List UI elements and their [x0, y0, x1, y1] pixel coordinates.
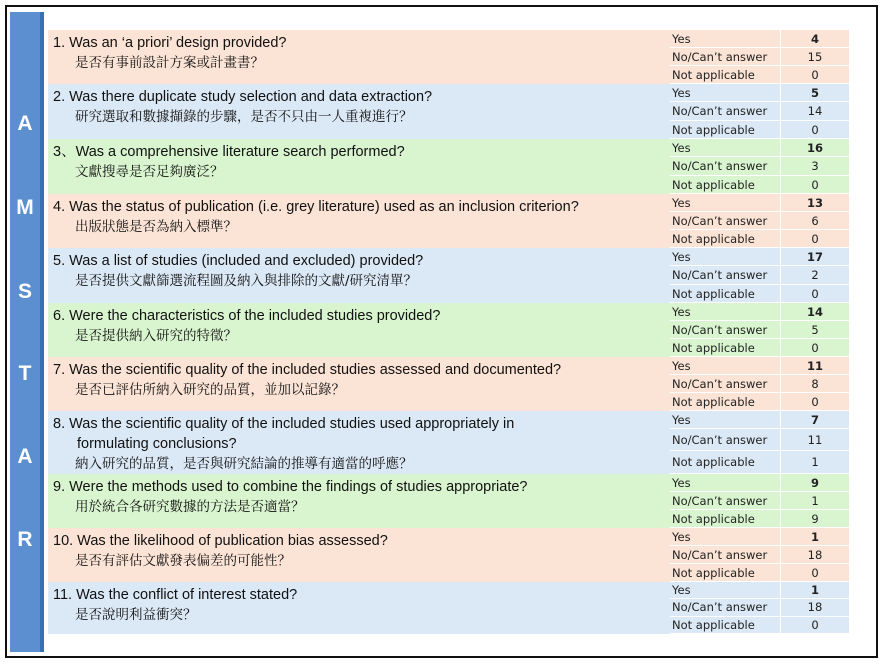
answer-label-na: Not applicable	[670, 451, 780, 474]
question-english: 1. Was an ‘a priori’ design provided?	[53, 35, 287, 51]
answer-label-na: Not applicable	[670, 285, 780, 303]
answer-count-yes: 7	[781, 411, 849, 429]
question-row	[48, 528, 670, 582]
question-english: 5. Was a list of studies (included and excluded) provided?	[53, 253, 424, 269]
answer-count-no: 2	[781, 266, 849, 284]
question-chinese: 是否有事前設計方案或計畫書？	[75, 55, 264, 71]
answer-count-no: 3	[781, 157, 849, 175]
answer-count-na: 0	[781, 617, 849, 634]
answer-label-no: No/Can’t answer	[670, 546, 780, 564]
question-text	[53, 251, 423, 291]
answer-count-no: 1	[781, 492, 849, 510]
question-row	[48, 139, 670, 194]
question-text	[53, 360, 561, 400]
answer-label-na: Not applicable	[670, 617, 780, 634]
question-row	[48, 411, 670, 474]
answer-count-no: 15	[781, 48, 849, 66]
question-row	[48, 194, 670, 248]
question-row	[48, 303, 670, 357]
answer-count-na: 9	[781, 510, 849, 528]
answer-count-yes: 11	[781, 357, 849, 375]
answer-label-na: Not applicable	[670, 564, 780, 582]
answer-label-no: No/Can’t answer	[670, 321, 780, 339]
sidebar-letter: T	[18, 362, 32, 385]
answer-count-no: 14	[781, 102, 849, 120]
question-text	[53, 477, 528, 517]
answer-label-yes: Yes	[670, 411, 780, 429]
sidebar-letter: M	[16, 196, 34, 219]
answer-count-yes: 1	[781, 528, 849, 546]
answer-count-na: 0	[781, 393, 849, 411]
answer-label-yes: Yes	[670, 528, 780, 546]
question-chinese: 研究選取和數據擷錄的步驟，是否不只由一人重複進行？	[75, 109, 413, 125]
question-english: 4. Was the status of publication (i.e. grey literature) used as an inclusion criterion?	[53, 199, 579, 215]
question-chinese: 是否已評估所納入研究的品質，並加以記錄？	[75, 382, 345, 398]
sidebar-letter: A	[17, 112, 33, 135]
answer-label-yes: Yes	[670, 357, 780, 375]
answer-label-no: No/Can’t answer	[670, 429, 780, 451]
answer-label-na: Not applicable	[670, 121, 780, 139]
answer-label-no: No/Can’t answer	[670, 492, 780, 510]
answer-label-yes: Yes	[670, 30, 780, 48]
question-chinese: 用於統合各研究數據的方法是否適當？	[75, 499, 305, 515]
answer-count-no: 6	[781, 212, 849, 230]
answer-label-no: No/Can’t answer	[670, 266, 780, 284]
answer-count-no: 18	[781, 546, 849, 564]
answer-label-yes: Yes	[670, 582, 780, 599]
question-text	[53, 306, 440, 346]
answer-label-no: No/Can’t answer	[670, 212, 780, 230]
question-english: 6. Were the characteristics of the included studies provided?	[53, 308, 441, 324]
answer-label-no: No/Can’t answer	[670, 375, 780, 393]
question-text	[53, 33, 286, 73]
answer-count-yes: 1	[781, 582, 849, 599]
question-english: 9. Were the methods used to combine the findings of studies appropriate?	[53, 479, 528, 495]
answer-count-na: 0	[781, 230, 849, 248]
question-chinese: 是否提供納入研究的特徵？	[75, 328, 237, 344]
answer-count-yes: 16	[781, 139, 849, 157]
question-english: 11. Was the conflict of interest stated?	[53, 587, 298, 603]
answer-count-yes: 9	[781, 474, 849, 492]
answer-count-na: 0	[781, 285, 849, 303]
answer-count-no: 8	[781, 375, 849, 393]
answer-label-na: Not applicable	[670, 393, 780, 411]
answer-count-na: 0	[781, 564, 849, 582]
answer-label-yes: Yes	[670, 303, 780, 321]
answer-count-yes: 14	[781, 303, 849, 321]
answer-label-no: No/Can’t answer	[670, 157, 780, 175]
question-text	[53, 531, 388, 571]
answer-count-na: 0	[781, 66, 849, 84]
answer-count-na: 0	[781, 339, 849, 357]
answer-label-yes: Yes	[670, 139, 780, 157]
question-chinese: 文獻搜尋是否足夠廣泛？	[75, 164, 224, 180]
answer-label-no: No/Can’t answer	[670, 102, 780, 120]
answer-count-yes: 4	[781, 30, 849, 48]
question-english: 8. Was the scientific quality of the included studies used appropriately in	[53, 416, 515, 432]
sidebar-letter: A	[17, 445, 33, 468]
answer-count-na: 0	[781, 121, 849, 139]
amstar-sidebar	[10, 12, 44, 652]
answer-label-na: Not applicable	[670, 66, 780, 84]
question-chinese: 是否有評估文獻發表偏差的可能性？	[75, 553, 291, 569]
question-text	[53, 87, 432, 127]
question-row	[48, 474, 670, 528]
answer-count-na: 1	[781, 451, 849, 474]
answer-label-yes: Yes	[670, 474, 780, 492]
question-text	[53, 585, 297, 625]
answer-label-yes: Yes	[670, 194, 780, 212]
sidebar-letter: R	[17, 528, 33, 551]
answer-count-no: 18	[781, 599, 849, 616]
answer-label-na: Not applicable	[670, 176, 780, 194]
question-row	[48, 248, 670, 303]
question-chinese: 出版狀態是否為納入標準？	[75, 219, 237, 235]
question-text	[53, 197, 579, 237]
answer-label-na: Not applicable	[670, 339, 780, 357]
answer-count-yes: 5	[781, 84, 849, 102]
question-row	[48, 30, 670, 84]
question-row	[48, 84, 670, 139]
question-text	[53, 414, 514, 474]
question-row	[48, 582, 670, 634]
question-english-cont: formulating conclusions?	[77, 436, 237, 452]
answer-count-no: 11	[781, 429, 849, 451]
answer-label-na: Not applicable	[670, 230, 780, 248]
answer-count-yes: 13	[781, 194, 849, 212]
question-chinese: 納入研究的品質，是否與研究結論的推導有適當的呼應？	[75, 456, 413, 472]
question-chinese: 是否說明利益衝突？	[75, 607, 197, 623]
answer-label-yes: Yes	[670, 84, 780, 102]
answer-label-no: No/Can’t answer	[670, 599, 780, 616]
question-english: 7. Was the scientific quality of the included studies assessed and documented?	[53, 362, 562, 378]
question-text	[53, 142, 405, 182]
answer-label-na: Not applicable	[670, 510, 780, 528]
question-english: 2. Was there duplicate study selection and data extraction?	[53, 89, 433, 105]
answer-label-yes: Yes	[670, 248, 780, 266]
question-english: 3、Was a comprehensive literature search performed?	[53, 144, 405, 160]
answer-count-yes: 17	[781, 248, 849, 266]
question-english: 10. Was the likelihood of publication bias assessed?	[53, 533, 388, 549]
answer-count-no: 5	[781, 321, 849, 339]
question-row	[48, 357, 670, 411]
answer-count-na: 0	[781, 176, 849, 194]
answer-label-no: No/Can’t answer	[670, 48, 780, 66]
sidebar-letter: S	[17, 280, 32, 303]
question-chinese: 是否提供文獻篩選流程圖及納入與排除的文獻/研究清單？	[75, 273, 418, 289]
